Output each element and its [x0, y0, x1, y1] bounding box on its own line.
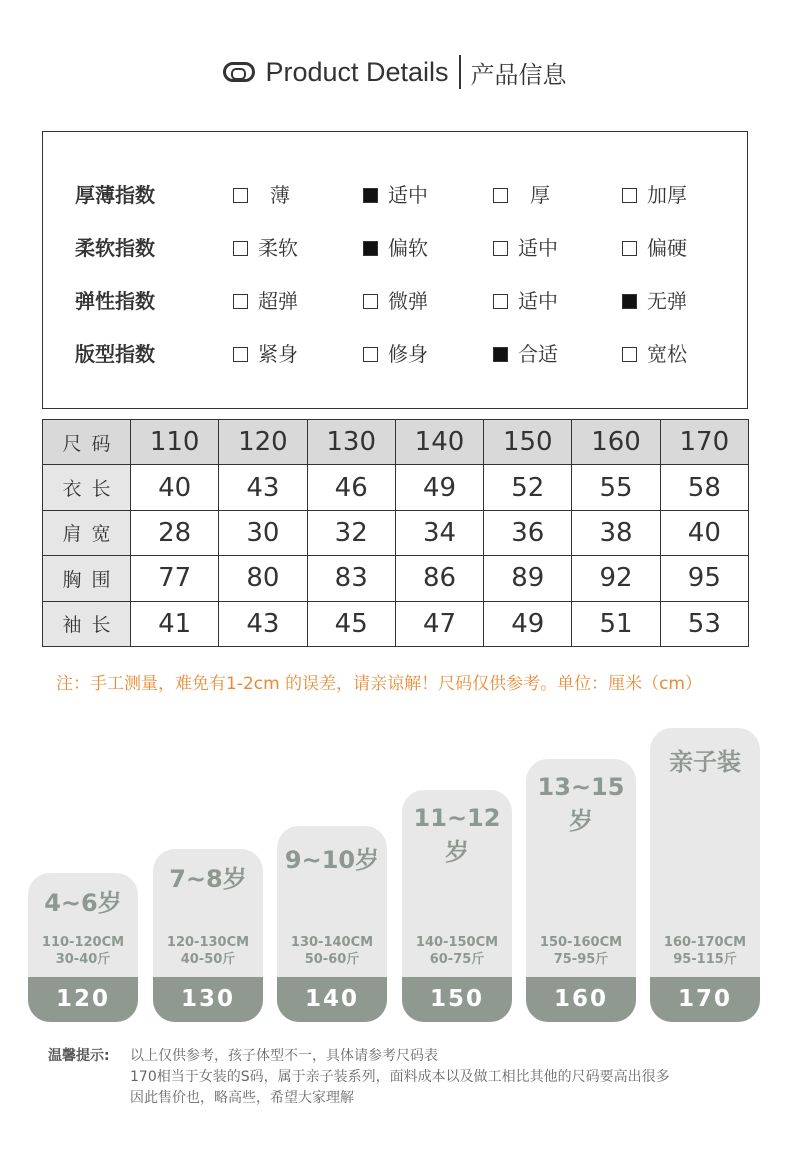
table-cell: 30: [219, 510, 307, 555]
table-cell: 51: [572, 601, 660, 646]
index-option: [233, 233, 298, 263]
size-label: 160: [526, 977, 636, 1022]
checkbox-icon: [622, 241, 637, 256]
table-row-header: 衣长: [43, 465, 131, 510]
age-card: [28, 873, 138, 1022]
option-label: 超弹: [258, 289, 298, 313]
table-cell: 83: [307, 556, 395, 601]
age-label: 7~8岁: [169, 865, 247, 893]
checkbox-icon: [493, 294, 508, 309]
height-range: 110-120CM: [41, 935, 125, 950]
table-cell: 130: [307, 420, 395, 465]
table-cell: 52: [484, 465, 572, 510]
table-cell: 41: [131, 601, 219, 646]
option-label: 偏硬: [647, 236, 687, 260]
table-cell: 170: [660, 420, 748, 465]
size-label: 120: [28, 977, 138, 1022]
age-card: [402, 790, 512, 1022]
option-label: 加厚: [647, 183, 687, 207]
table-cell: 40: [660, 510, 748, 555]
table-cell: 40: [131, 465, 219, 510]
option-label: 宽松: [647, 342, 687, 366]
size-label: 140: [277, 977, 387, 1022]
table-cell: 46: [307, 465, 395, 510]
table-cell: 38: [572, 510, 660, 555]
option-label: 适中: [518, 236, 558, 260]
table-cell: 58: [660, 465, 748, 510]
checkbox-icon: [622, 188, 637, 203]
weight-range: 50-60斤: [304, 952, 360, 967]
age-label: 9~10岁: [284, 846, 380, 874]
index-option: [493, 180, 550, 210]
table-row: [43, 601, 749, 646]
age-label: 13~15岁: [537, 773, 625, 835]
age-label: 4~6岁: [44, 889, 122, 917]
checkbox-icon: [233, 241, 248, 256]
checkbox-icon: [233, 294, 248, 309]
table-cell: 160: [572, 420, 660, 465]
option-label: 薄: [270, 183, 290, 207]
index-label: 版型指数: [75, 342, 155, 366]
table-cell: 110: [131, 420, 219, 465]
title-divider: [459, 55, 461, 89]
checkbox-icon: [622, 347, 637, 362]
height-range: 160-170CM: [663, 935, 747, 950]
checkbox-checked-icon: [363, 188, 378, 203]
index-row-elasticity: [43, 286, 747, 316]
checkbox-icon: [233, 188, 248, 203]
size-label: 130: [153, 977, 263, 1022]
measurement-note: 注：手工测量，难免有1-2cm 的误差，请亲谅解！尺码仅供参考。单位：厘米（cm）: [56, 674, 702, 694]
table-cell: 86: [395, 556, 483, 601]
size-label: 150: [402, 977, 512, 1022]
table-header-row: [43, 420, 749, 465]
table-cell: 43: [219, 601, 307, 646]
weight-range: 60-75斤: [429, 952, 485, 967]
index-option: [493, 339, 558, 369]
option-label: 修身: [388, 342, 428, 366]
index-row-softness: [43, 233, 747, 263]
index-option: [363, 233, 428, 263]
table-cell: 150: [484, 420, 572, 465]
size-label: 170: [650, 977, 760, 1022]
age-card: [650, 728, 760, 1022]
index-option: [363, 286, 428, 316]
table-cell: 89: [484, 556, 572, 601]
index-option: [233, 286, 298, 316]
table-row: [43, 556, 749, 601]
option-label: 适中: [388, 183, 428, 207]
table-cell: 120: [219, 420, 307, 465]
table-cell: 28: [131, 510, 219, 555]
index-option: [493, 286, 558, 316]
index-option: [622, 233, 687, 263]
option-label: 柔软: [258, 236, 298, 260]
table-row: [43, 465, 749, 510]
tip-line: 以上仅供参考，孩子体型不一，具体请参考尺码表: [130, 1048, 438, 1064]
index-option: [233, 180, 290, 210]
index-row-thickness: [43, 180, 747, 210]
tips-lines: [130, 1046, 670, 1109]
height-range: 120-130CM: [166, 935, 250, 950]
title-english: Product Details: [265, 56, 449, 87]
option-label: 合适: [518, 342, 558, 366]
table-row-header: 袖长: [43, 601, 131, 646]
table-cell: 47: [395, 601, 483, 646]
checkbox-icon: [233, 347, 248, 362]
index-option: [622, 180, 687, 210]
checkbox-icon: [493, 188, 508, 203]
height-range: 150-160CM: [539, 935, 623, 950]
checkbox-icon: [363, 347, 378, 362]
index-label: 厚薄指数: [75, 183, 155, 207]
height-range: 130-140CM: [290, 935, 374, 950]
weight-range: 95-115斤: [673, 952, 737, 967]
option-label: 紧身: [258, 342, 298, 366]
product-details-header: [0, 52, 790, 92]
table-cell: 43: [219, 465, 307, 510]
option-label: 无弹: [647, 289, 687, 313]
index-option: [493, 233, 558, 263]
table-cell: 45: [307, 601, 395, 646]
index-option: [363, 339, 428, 369]
checkbox-checked-icon: [622, 294, 637, 309]
checkbox-checked-icon: [493, 347, 508, 362]
index-option: [622, 286, 687, 316]
table-row-header: 胸围: [43, 556, 131, 601]
tip-line: 170相当于女装的S码，属于亲子装系列，面料成本以及做工相比其他的尺码要高出很多: [130, 1069, 670, 1085]
age-card: [277, 826, 387, 1022]
table-row: [43, 510, 749, 555]
index-option: [622, 339, 687, 369]
table-cell: 49: [395, 465, 483, 510]
option-label: 偏软: [388, 236, 428, 260]
table-row-header: 肩宽: [43, 510, 131, 555]
index-option: [233, 339, 298, 369]
checkbox-icon: [363, 294, 378, 309]
table-cell: 92: [572, 556, 660, 601]
index-label: 弹性指数: [75, 289, 155, 313]
index-row-fit: [43, 339, 747, 369]
age-card: [526, 759, 636, 1022]
table-cell: 55: [572, 465, 660, 510]
capsule-icon: [223, 62, 255, 82]
title-chinese: 产品信息: [470, 60, 567, 89]
age-card: [153, 849, 263, 1022]
height-range: 140-150CM: [415, 935, 499, 950]
table-cell: 49: [484, 601, 572, 646]
age-label: 亲子装: [669, 748, 741, 776]
table-cell: 36: [484, 510, 572, 555]
size-chart-table: [42, 419, 749, 647]
checkbox-icon: [493, 241, 508, 256]
table-cell: 95: [660, 556, 748, 601]
table-cell: 77: [131, 556, 219, 601]
age-label: 11~12岁: [413, 804, 501, 866]
product-index-panel: [42, 131, 748, 409]
tip-line: 因此售价也，略高些，希望大家理解: [130, 1090, 354, 1106]
table-cell: 53: [660, 601, 748, 646]
weight-range: 40-50斤: [180, 952, 236, 967]
option-label: 厚: [530, 183, 550, 207]
table-cell: 140: [395, 420, 483, 465]
table-cell: 34: [395, 510, 483, 555]
tips-label: 温馨提示:: [48, 1048, 110, 1064]
table-cell: 80: [219, 556, 307, 601]
weight-range: 30-40斤: [55, 952, 111, 967]
index-option: [363, 180, 428, 210]
option-label: 微弹: [388, 289, 428, 313]
index-label: 柔软指数: [75, 236, 155, 260]
weight-range: 75-95斤: [553, 952, 609, 967]
table-cell: 32: [307, 510, 395, 555]
checkbox-checked-icon: [363, 241, 378, 256]
table-row-header: 尺码: [43, 420, 131, 465]
option-label: 适中: [518, 289, 558, 313]
